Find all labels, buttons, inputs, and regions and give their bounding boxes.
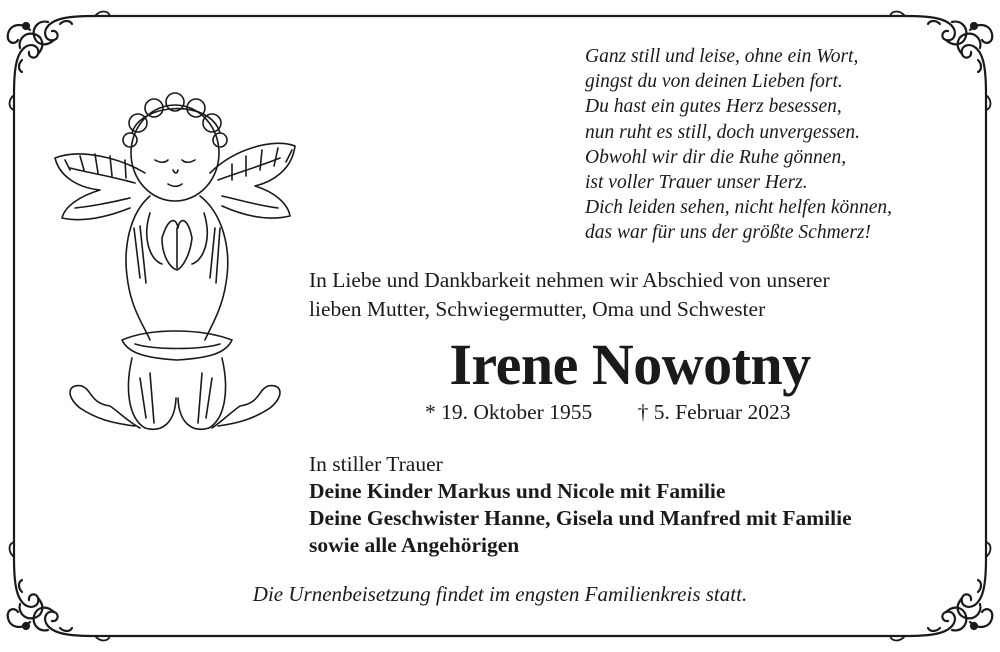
- mourners-heading: In stiller Trauer: [309, 452, 443, 476]
- intro-line-1: In Liebe und Dankbarkeit nehmen wir Abschied von unserer: [309, 268, 830, 292]
- poem-line: Obwohl wir dir die Ruhe gönnen,: [585, 146, 847, 168]
- deceased-name: Irene Nowotny: [449, 332, 811, 397]
- praying-angel-icon: [50, 78, 300, 436]
- poem-line: Dich leiden sehen, nicht helfen können,: [585, 197, 893, 219]
- poem-line: Du hast ein gutes Herz besessen,: [585, 96, 842, 118]
- death-date: † 5. Februar 2023: [637, 400, 791, 424]
- life-dates: [425, 400, 790, 425]
- intro-line-2: lieben Mutter, Schwiegermutter, Oma und Schwester: [309, 297, 766, 321]
- poem-line: ist voller Trauer unser Herz.: [585, 172, 808, 194]
- poem-line: das war für uns der größte Schmerz!: [585, 222, 871, 244]
- birth-date: * 19. Oktober 1955: [425, 400, 593, 424]
- mourners: [309, 451, 852, 559]
- poem-line: Ganz still und leise, ohne ein Wort,: [585, 46, 859, 67]
- intro-text: [309, 266, 830, 324]
- poem: [585, 44, 985, 246]
- burial-notice: Die Urnenbeisetzung findet im engsten Familienkreis statt.: [252, 582, 748, 606]
- poem-line: nun ruht es still, doch unvergessen.: [585, 121, 860, 143]
- mourners-line: sowie alle Angehörigen: [309, 533, 520, 557]
- poem-line: gingst du von deinen Lieben fort.: [585, 71, 843, 93]
- mourners-line: Deine Geschwister Hanne, Gisela und Manfred mit Familie: [309, 506, 852, 530]
- mourners-line: Deine Kinder Markus und Nicole mit Familie: [309, 479, 726, 503]
